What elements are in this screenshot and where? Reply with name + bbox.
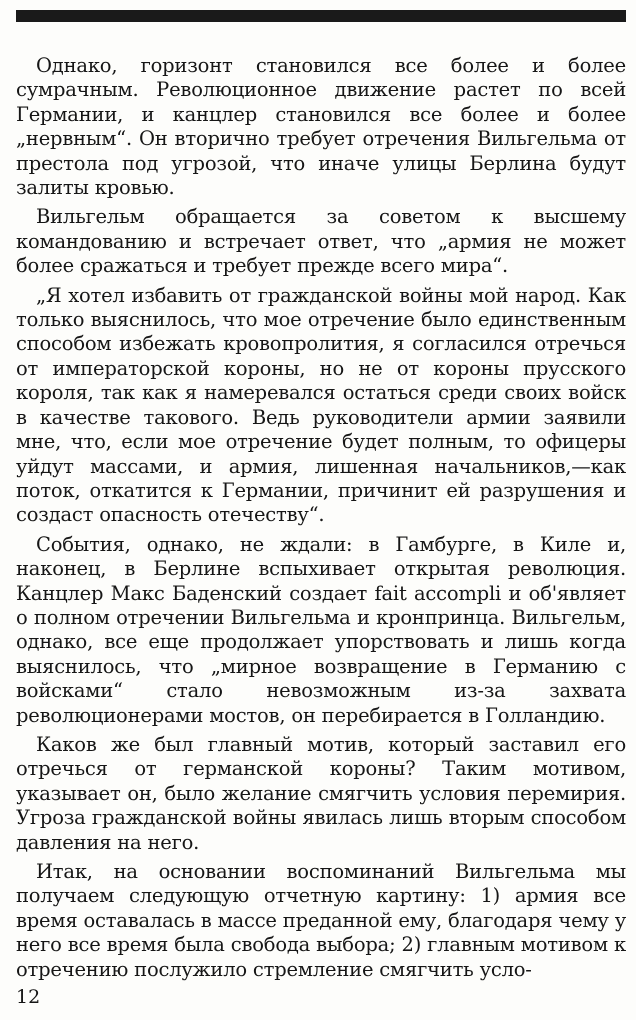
paragraph-2: Вильгельм обращается за советом к высшему командованию и встречает ответ, что „армия не может более сражаться и требует прежде всего мира“. (16, 205, 626, 278)
paragraph-3-quote: „Я хотел избавить от гражданской войны мой народ. Как только выяснилось, что мое отречение было единственным способом избежать кровопролития, я согласился отречься от императорской короны, но не от короны прусского короля, так как я намеревался остаться среди своих войск в качестве такового. Ведь руководители армии заявили мне, что, если мое отречение будет полным, то офицеры уйдут массами, и армия, лишенная начальников,—как поток, откатится к Германии, причинит ей разрушения и создаст опасность отечеству“. (16, 283, 626, 527)
paragraph-6: Итак, на основании воспоминаний Вильгельма мы получаем следующую отчетную картину: 1) армия все время оставалась в массе преданной ему, благодаря чему у него все время была свобода выбора; 2) главным мотивом к отречению послужило стремление смягчить усло- (16, 860, 626, 981)
top-rule (16, 10, 626, 22)
page-number: 12 (16, 986, 41, 1008)
paragraph-4: События, однако, не ждали: в Гамбурге, в Киле и, наконец, в Берлине вспыхивает открытая революция. Канцлер Макс Баденский создает fait accompli и об'являет о полном отречении Вильгельма и кронпринца. Вильгельм, однако, все еще продолжает упорствовать и лишь когда выяснилось, что „мирное возвращение в Германию с войсками“ стало невозможным из-за захвата революционерами мостов, он перебирается в Голландию. (16, 532, 626, 727)
body-text (16, 54, 626, 982)
paragraph-5: Каков же был главный мотив, который заставил его отречься от германской короны? Таким мотивом, указывает он, было желание смягчить условия перемирия. Угроза гражданской войны явилась лишь вторым способом давления на него. (16, 732, 626, 854)
paragraph-1: Однако, горизонт становился все более и более сумрачным. Революционное движение растет по всей Германии, и канцлер становился все более и более „нервным“. Он вторично требует отречения Вильгельма от престола под угрозой, что иначе улицы Берлина будут залиты кровью. (16, 54, 626, 200)
